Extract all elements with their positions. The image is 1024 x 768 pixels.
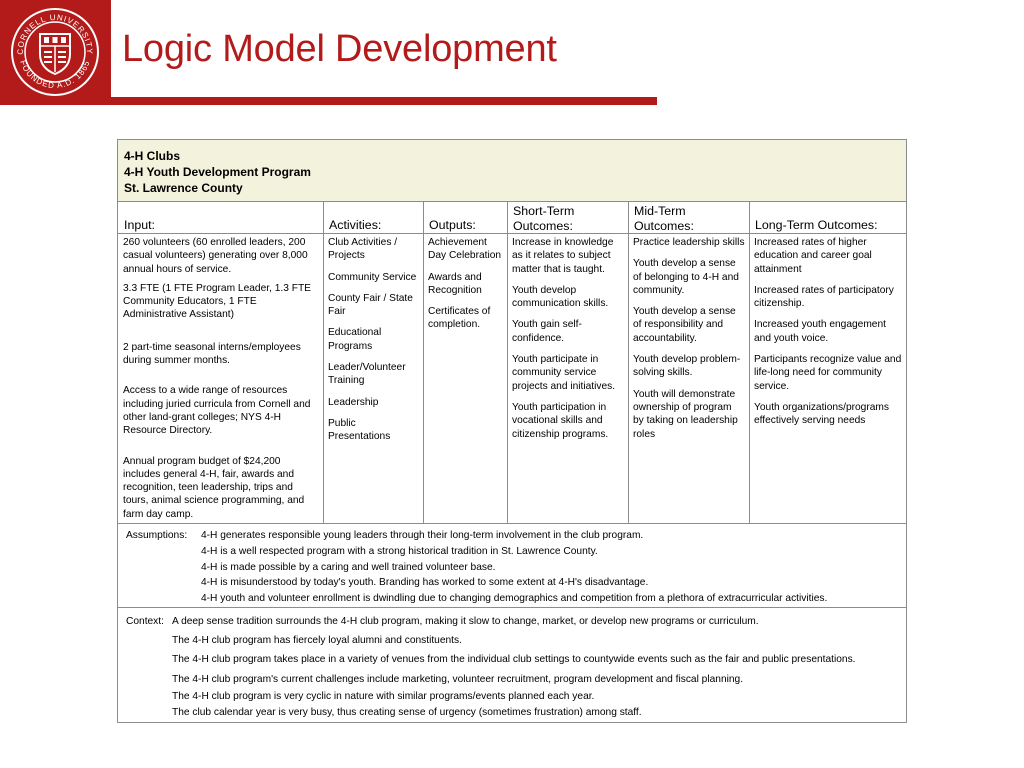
input-item: 2 part-time seasonal interns/employees during summer months. (123, 341, 301, 367)
university-logo-block (0, 0, 111, 105)
output-item: Achievement Day Celebration (428, 237, 502, 262)
activity-item: County Fair / State Fair (328, 292, 413, 318)
program-header-line: 4-H Youth Development Program (124, 165, 311, 179)
column-input (118, 236, 323, 529)
assumption-line: 4-H youth and volunteer enrollment is dwindling due to changing demographics and competition from a plethora of extracurricular activities. (201, 593, 828, 605)
assumption-line: 4-H is made possible by a caring and well trained volunteer base. (201, 561, 496, 573)
long-term-item: Youth organizations/programs effectively serving needs (754, 401, 889, 427)
input-item: 3.3 FTE (1 FTE Program Leader, 1.3 FTE Community Educators, 1 FTE Administrative Assistant) (123, 282, 311, 321)
activity-item: Leader/Volunteer Training (328, 362, 406, 387)
column-header-long-term: Long-Term Outcomes: (755, 217, 878, 232)
activity-item: Club Activities / Projects (328, 237, 398, 262)
column-activities (323, 236, 423, 452)
short-term-item: Youth participation in vocational skills and citizenship programs. (512, 401, 609, 440)
context-line: The 4-H club program has fiercely loyal alumni and constituents. (172, 635, 462, 647)
context-line: The 4-H club program takes place in a variety of venues from the individual club settings to countywide events such as the fair and public presentations. (172, 654, 856, 666)
column-header-activities: Activities: (329, 217, 382, 232)
long-term-item: Participants recognize value and life-long need for community service. (754, 354, 902, 392)
assumption-line: 4-H is a well respected program with a strong historical tradition in St. Lawrence County. (201, 545, 598, 557)
column-short-term (507, 236, 628, 449)
slide-title: Logic Model Development (122, 28, 557, 70)
mid-term-item: Practice leadership skills (633, 237, 745, 248)
long-term-item: Increased rates of higher education and career goal attainment (754, 237, 872, 275)
short-term-item: Youth develop communication skills. (512, 284, 609, 310)
long-term-item: Increased rates of participatory citizenship. (754, 284, 894, 310)
column-outputs (423, 236, 507, 340)
short-term-item: Increase in knowledge as it relates to subject matter that is taught. (512, 237, 614, 275)
context-section (118, 607, 906, 723)
context-line: The club calendar year is very busy, thus creating sense of urgency (sometimes frustration) among staff. (172, 706, 642, 718)
context-line: A deep sense tradition surrounds the 4-H club program, making it slow to change, market, or develop new programs or curriculum. (172, 616, 759, 627)
program-header-line: 4-H Clubs (124, 149, 181, 163)
mid-term-item: Youth develop a sense of responsibility and accountability. (633, 306, 736, 344)
input-item: Access to a wide range of resources including juried curricula from Cornell and other land-grant colleges; NYS 4-H Resource Directory. (123, 385, 311, 437)
short-term-item: Youth participate in community service projects and initiatives. (512, 354, 616, 392)
column-header-mid-term: Mid-Term Outcomes: (634, 204, 694, 233)
mid-term-item: Youth will demonstrate ownership of program by taking on leadership roles (633, 388, 738, 440)
mid-term-item: Youth develop problem-solving skills. (633, 354, 741, 379)
long-term-item: Increased youth engagement and youth voice. (754, 319, 886, 344)
title-underline-rule (111, 97, 657, 105)
activity-item: Community Service (328, 271, 417, 283)
column-mid-term (628, 236, 749, 449)
program-header (118, 140, 906, 202)
output-item: Certificates of completion. (428, 306, 491, 331)
column-header-input: Input: (124, 217, 156, 232)
output-item: Awards and Recognition (428, 271, 482, 296)
logic-model-table (117, 139, 907, 723)
column-long-term (749, 236, 906, 436)
assumption-line: 4-H generates responsible young leaders through their long-term involvement in the club program. (201, 530, 644, 541)
context-line: The 4-H club program's current challenges include marketing, volunteer recruitment, program development and fiscal planning. (172, 673, 744, 685)
cornell-seal-icon (9, 6, 101, 98)
short-term-item: Youth gain self-confidence. (512, 319, 582, 344)
activity-item: Leadership (328, 396, 379, 408)
program-header-line: St. Lawrence County (124, 181, 243, 195)
assumptions-label: Assumptions: (126, 530, 188, 541)
column-header-short-term: Short-Term Outcomes: (513, 204, 575, 233)
seal-text-bottom: FOUNDED A.D. 1865 (18, 59, 92, 91)
activity-item: Public Presentations (328, 417, 391, 443)
assumption-line: 4-H is misunderstood by today's youth. Branding has worked to some extent at 4-H's disadvantage. (201, 577, 649, 589)
column-header-outputs: Outputs: (429, 217, 476, 232)
mid-term-item: Youth develop a sense of belonging to 4-H and community. (633, 258, 739, 296)
assumptions-section (118, 523, 906, 607)
input-item: Annual program budget of $24,200 includes general 4-H, fair, awards and recognition, teen leadership, trips and tours, animal science programming, and farm day camp. (123, 455, 305, 520)
input-item: 260 volunteers (60 enrolled leaders, 200 casual volunteers) generating over 8,000 annual hours of service. (123, 237, 308, 275)
seal-text-top: CORNELL UNIVERSITY (15, 12, 95, 55)
column-headers-row (118, 202, 906, 234)
activity-item: Educational Programs (328, 327, 382, 352)
context-line: The 4-H club program is very cyclic in nature with similar programs/events planned each year. (172, 690, 595, 702)
context-label: Context: (126, 616, 164, 627)
